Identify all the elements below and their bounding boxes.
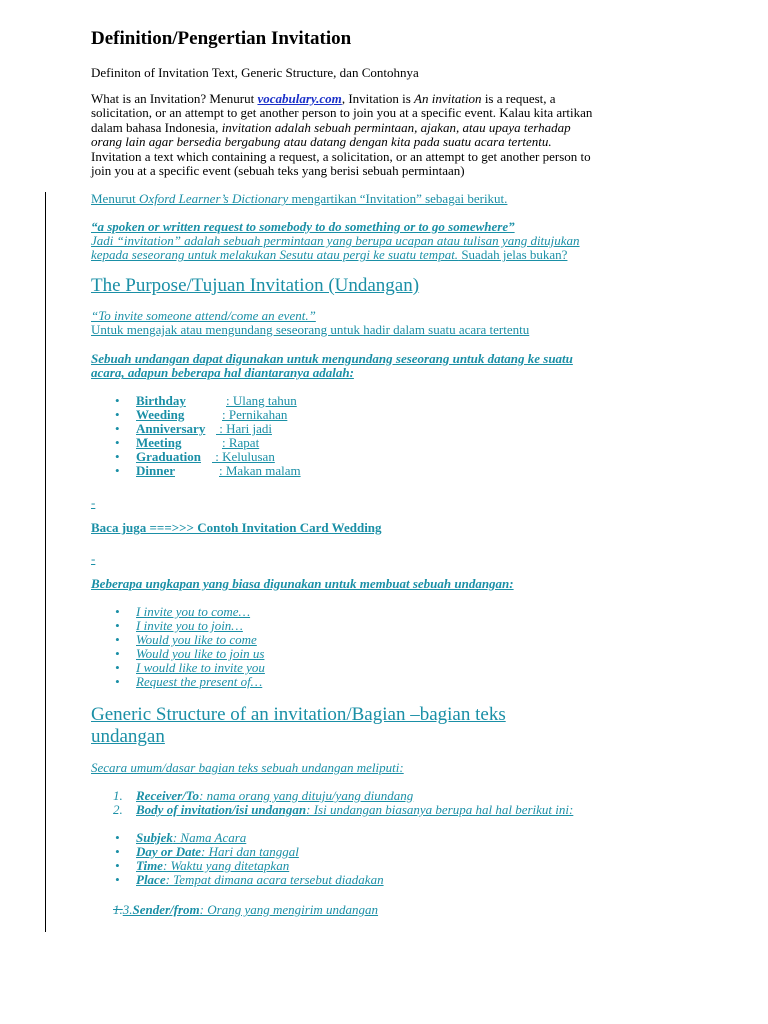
expression-text: I invite you to join…	[136, 618, 243, 633]
occasion-value: : Rapat	[222, 435, 260, 450]
oxford-dictionary-name: Oxford Learner’s Dictionary	[139, 191, 289, 206]
subtitle: Definiton of Invitation Text, Generic Structure, dan Contohnya	[91, 65, 419, 80]
bullet-icon: •	[115, 872, 120, 887]
bullet-icon: •	[115, 463, 120, 478]
list-number: 3.	[122, 902, 133, 917]
occasion-value: : Pernikahan	[222, 407, 288, 422]
dash-marker: -	[91, 495, 96, 510]
meaning-line: kepada seseorang untuk melakukan Sesutu atau pergi ke suatu tempat.	[91, 247, 459, 263]
structure-numbered-list	[91, 789, 573, 817]
list-item[interactable]	[91, 450, 301, 464]
list-item[interactable]	[91, 633, 265, 647]
intro-paragraph	[91, 92, 681, 178]
expressions-lead[interactable]: Beberapa ungkapan yang biasa digunakan untuk membuat sebuah undangan:	[91, 576, 514, 591]
expression-text: Would you like to join us	[136, 646, 265, 661]
struck-number: 1.	[113, 902, 123, 917]
bullet-icon: •	[115, 858, 120, 873]
occasion-label: Graduation	[136, 449, 202, 464]
lead-line: acara, adapun beberapa hal diantaranya adalah:	[91, 365, 354, 381]
bullet-icon: •	[115, 407, 120, 422]
margin-rule	[45, 192, 46, 932]
bullet-icon: •	[115, 646, 120, 661]
bullet-icon: •	[115, 435, 120, 450]
occasion-value: : Makan malam	[219, 463, 301, 478]
intro-italic: invitation adalah sebuah permintaan, ajakan, atau upaya terhadap	[221, 119, 571, 135]
expressions-list	[91, 605, 265, 689]
bullet-icon: •	[115, 674, 120, 689]
purpose-translation[interactable]: Untuk mengajak atau mengundang seseorang untuk hadir dalam suatu acara tertentu	[91, 322, 530, 337]
expression-text: Would you like to come	[136, 632, 257, 647]
meaning-tail: Suadah jelas bukan?	[458, 247, 568, 263]
intro-line: join you at a specific event (sebuah teks yang berisi sebuah permintaan)	[91, 163, 465, 179]
structure-label: Body of invitation/isi undangan	[136, 802, 307, 817]
purpose-quote[interactable]: “To invite someone attend/come an event.”	[91, 308, 316, 323]
intro-line: Invitation a text which containing a request, a solicitation, or an attempt to get another person to	[91, 148, 591, 164]
occasion-value: : Ulang tahun	[226, 393, 297, 408]
occasion-value: : Kelulusan	[212, 449, 275, 464]
lead-line: Sebuah undangan dapat digunakan untuk mengundang seseorang untuk datang ke suatu	[91, 351, 573, 366]
bullet-icon: •	[115, 844, 120, 859]
occasion-label: Weeding	[136, 407, 185, 422]
intro-text: What is an Invitation? Menurut	[91, 91, 258, 106]
bullet-icon: •	[115, 449, 120, 464]
page-title: Definition/Pengertian Invitation	[91, 28, 352, 49]
sub-label: Subjek	[136, 830, 173, 845]
list-item[interactable]	[91, 675, 265, 689]
list-item[interactable]	[91, 605, 265, 619]
structure-lead[interactable]: Secara umum/dasar bagian teks sebuah undangan meliputi:	[91, 760, 404, 775]
sub-value: : Hari dan tanggal	[201, 844, 299, 859]
list-item[interactable]	[91, 845, 384, 859]
bullet-icon: •	[115, 618, 120, 633]
purpose-lead[interactable]	[91, 352, 681, 381]
bullet-icon: •	[115, 421, 120, 436]
structure-heading-line: Generic Structure of an invitation/Bagian –bagian teks	[91, 704, 506, 725]
list-item[interactable]	[91, 789, 573, 803]
occasion-label: Anniversary	[136, 421, 206, 436]
intro-italic: An invitation	[414, 91, 482, 106]
occasion-label: Dinner	[136, 463, 175, 478]
structure-value: : Isi undangan biasanya berupa hal hal berikut ini:	[306, 802, 574, 817]
definition-meaning[interactable]	[91, 234, 681, 263]
oxford-line[interactable]	[91, 192, 507, 206]
structure-value: : nama orang yang dituju/yang diundang	[199, 788, 414, 803]
sub-label: Time	[136, 858, 163, 873]
sub-label: Day or Date	[136, 844, 201, 859]
purpose-heading[interactable]: The Purpose/Tujuan Invitation (Undangan)	[91, 275, 420, 296]
list-item[interactable]	[91, 436, 301, 450]
structure-heading[interactable]	[91, 704, 506, 748]
bullet-icon: •	[115, 393, 120, 408]
sender-line[interactable]	[113, 903, 378, 917]
list-item[interactable]	[91, 661, 265, 675]
intro-text: dalam bahasa Indonesia,	[91, 119, 222, 135]
intro-text: is a request, a	[481, 91, 556, 106]
occasion-label: Birthday	[136, 393, 186, 408]
dash-marker: -	[91, 551, 96, 566]
bullet-icon: •	[115, 604, 120, 619]
list-item[interactable]	[91, 394, 301, 408]
oxford-text: Menurut	[91, 191, 140, 206]
oxford-text: mengartikan “Invitation” sebagai berikut.	[288, 191, 508, 206]
occasion-value: : Hari jadi	[216, 421, 272, 436]
expression-text: I invite you to come…	[136, 604, 251, 619]
list-item[interactable]	[91, 422, 301, 436]
vocabulary-link[interactable]: vocabulary.com	[257, 91, 342, 106]
structure-label: Receiver/To	[136, 788, 200, 803]
list-item[interactable]	[91, 408, 301, 422]
meaning-line: Jadi “invitation” adalah sebuah permintaan yang berupa ucapan atau tulisan yang ditujukan	[91, 233, 580, 248]
list-item[interactable]	[91, 647, 265, 661]
expression-text: Request the present of…	[136, 674, 263, 689]
bullet-icon: •	[115, 830, 120, 845]
list-item[interactable]	[91, 831, 384, 845]
intro-text: , Invitation is	[341, 91, 415, 106]
definition-quote[interactable]: “a spoken or written request to somebody to do something or to go somewhere”	[91, 219, 515, 234]
occasion-list	[91, 394, 301, 478]
body-sub-list	[91, 831, 384, 887]
intro-italic: orang lain agar bersedia bergabung atau datang dengan kita pada suatu acara tertentu.	[91, 134, 552, 150]
sub-value: : Nama Acara	[172, 830, 247, 845]
bullet-icon: •	[115, 660, 120, 675]
occasion-label: Meeting	[136, 435, 182, 450]
structure-label: Sender/from	[132, 902, 200, 917]
sub-value: : Waktu yang ditetapkan	[162, 858, 290, 873]
expression-text: I would like to invite you	[136, 660, 265, 675]
baca-juga-link[interactable]: Baca juga ===>>> Contoh Invitation Card Wedding	[91, 520, 382, 535]
list-number: 2.	[113, 802, 123, 817]
sub-label: Place	[136, 872, 166, 887]
sub-value: : Tempat dimana acara tersebut diadakan	[165, 872, 384, 887]
structure-heading-line: undangan	[91, 726, 165, 747]
list-item[interactable]	[91, 464, 301, 478]
list-item[interactable]	[91, 873, 384, 887]
intro-line: solicitation, or an attempt to get another person to join you at a specific event. Kalau kita artikan	[91, 105, 593, 121]
list-item[interactable]	[91, 803, 573, 817]
list-number: 1.	[113, 788, 123, 803]
bullet-icon: •	[115, 632, 120, 647]
list-item[interactable]	[91, 619, 265, 633]
structure-value: : Orang yang mengirim undangan	[199, 902, 379, 917]
list-item[interactable]	[91, 859, 384, 873]
